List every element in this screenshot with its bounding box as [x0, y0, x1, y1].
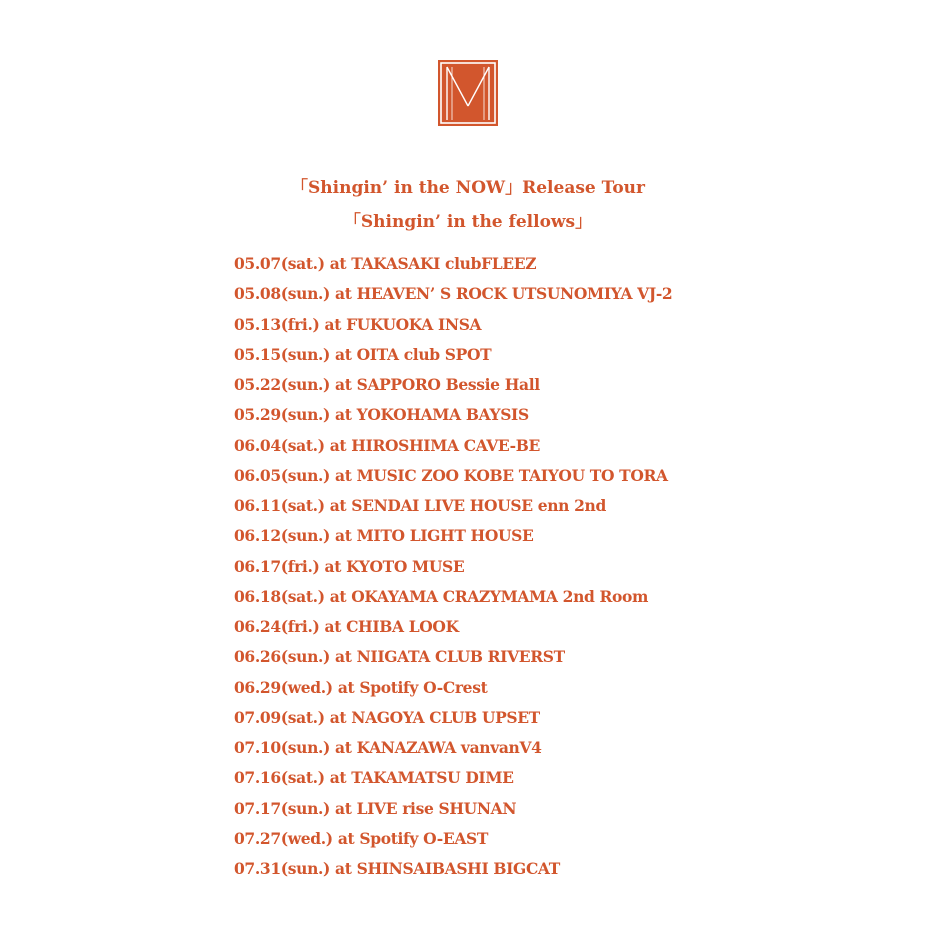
tour-date-item: 05.29(sun.) at YOKOHAMA BAYSIS — [234, 405, 529, 425]
tour-date-item: 06.26(sun.) at NIIGATA CLUB RIVERST — [234, 647, 565, 667]
tour-date-item: 07.09(sat.) at NAGOYA CLUB UPSET — [234, 707, 540, 727]
tour-date-item: 07.10(sun.) at KANAZAWA vanvanV4 — [234, 738, 542, 757]
tour-date-item: 07.16(sat.) at TAKAMATSU DIME — [234, 768, 514, 788]
tour-title: 「Shingin’ in the NOW」Release Tour — [290, 178, 645, 198]
logo-mark — [438, 60, 498, 126]
tour-date-item: 05.22(sun.) at SAPPORO Bessie Hall — [234, 375, 540, 394]
tour-date-item: 06.11(sat.) at SENDAI LIVE HOUSE enn 2nd — [234, 496, 606, 515]
tour-date-item: 06.29(wed.) at Spotify O-Crest — [234, 677, 488, 697]
tour-date-item: 06.24(fri.) at CHIBA LOOK — [234, 617, 459, 636]
tour-schedule-list — [234, 253, 672, 888]
tour-date-item: 07.31(sun.) at SHINSAIBASHI BIGCAT — [234, 859, 560, 878]
m-monogram-logo — [438, 60, 498, 126]
tour-date-item: 06.05(sun.) at MUSIC ZOO KOBE TAIYOU TO TORA — [234, 465, 668, 485]
tour-date-item: 06.18(sat.) at OKAYAMA CRAZYMAMA 2nd Room — [234, 586, 649, 606]
tour-date-item: 06.12(sun.) at MITO LIGHT HOUSE — [234, 526, 534, 546]
tour-subtitle: 「Shingin’ in the fellows」 — [343, 212, 593, 232]
tour-date-item: 06.04(sat.) at HIROSHIMA CAVE-BE — [234, 435, 540, 455]
tour-date-item: 07.27(wed.) at Spotify O-EAST — [234, 828, 489, 848]
tour-date-item: 05.13(fri.) at FUKUOKA INSA — [234, 314, 482, 334]
tour-date-item: 05.15(sun.) at OITA club SPOT — [234, 344, 492, 364]
tour-date-item: 05.08(sun.) at HEAVEN’ S ROCK UTSUNOMIYA VJ-2 — [234, 284, 673, 304]
tour-date-item: 07.17(sun.) at LIVE rise SHUNAN — [234, 798, 517, 818]
tour-date-item: 06.17(fri.) at KYOTO MUSE — [234, 556, 465, 576]
tour-date-item: 05.07(sat.) at TAKASAKI clubFLEEZ — [234, 254, 537, 273]
